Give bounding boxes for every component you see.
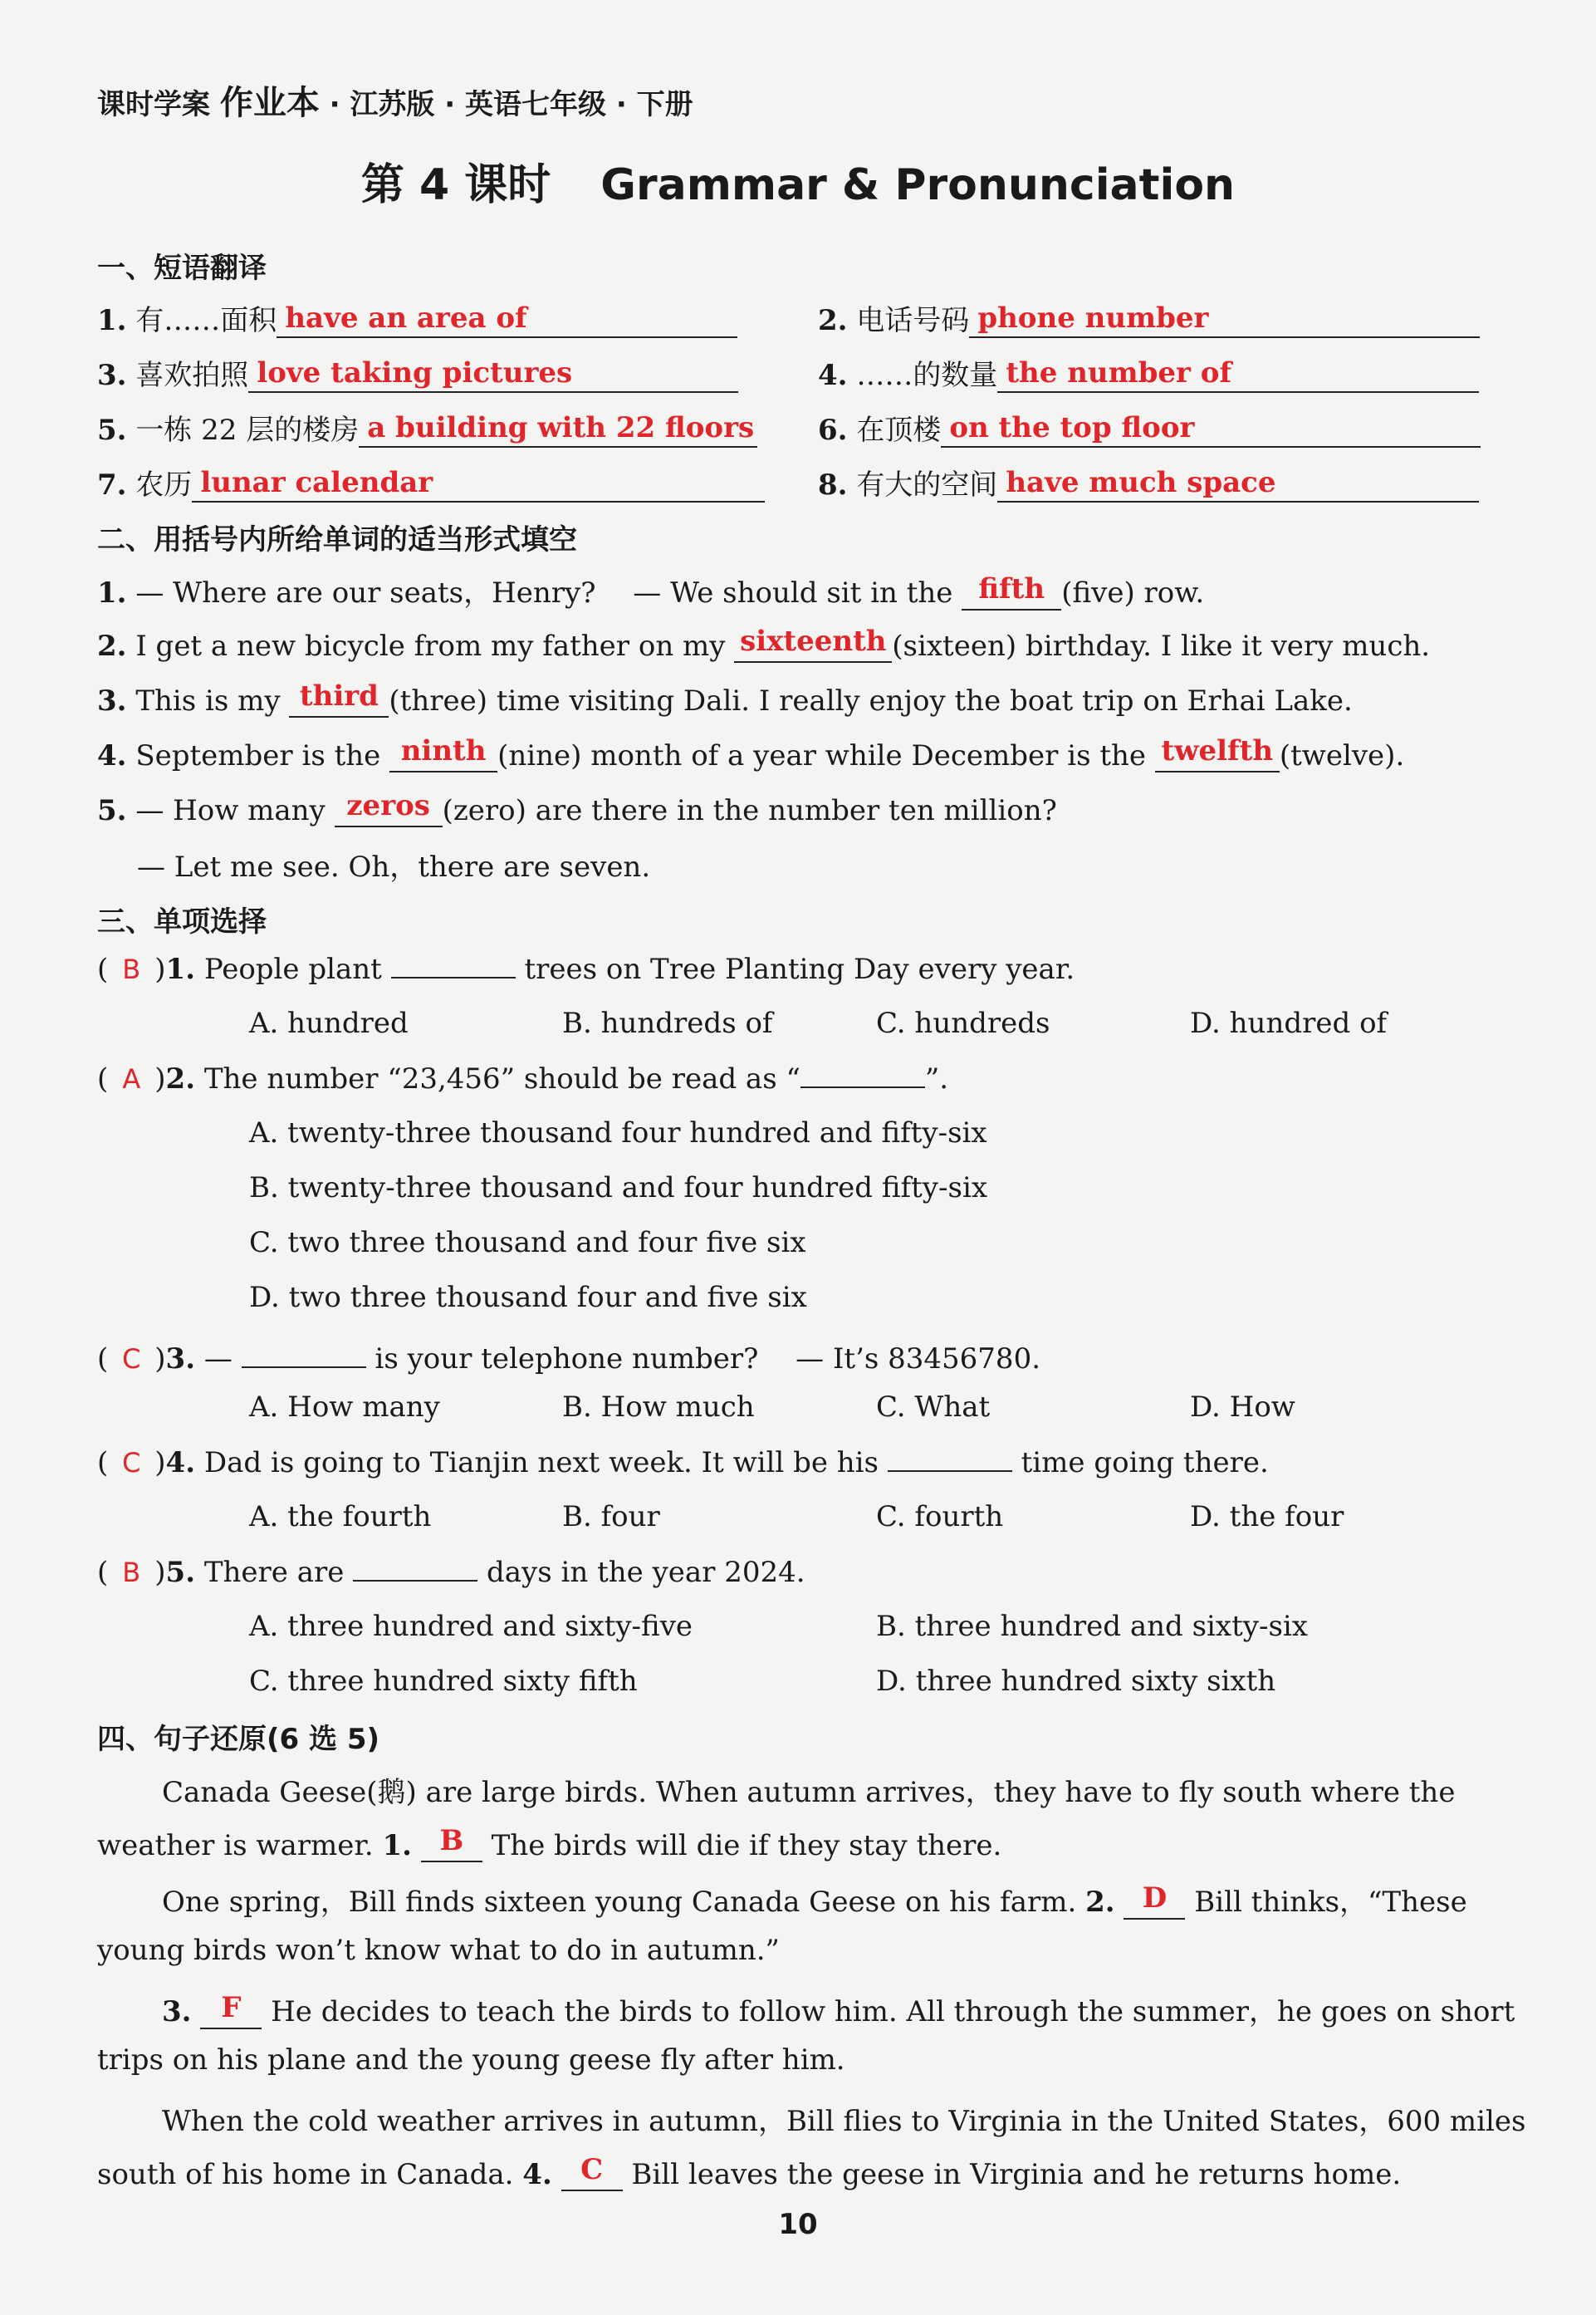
answer-blank: D (1124, 1881, 1185, 1920)
option: C. two three thousand and four five six (249, 1226, 806, 1259)
answer-blank: the number of (997, 356, 1479, 393)
translation-item: 6. 在顶楼 on the top floor (818, 407, 1481, 448)
option: A. three hundred and sixty-five (249, 1610, 693, 1643)
option: D. the four (1190, 1500, 1344, 1533)
series-name: 课时学案 (97, 88, 210, 121)
question-blank (800, 1062, 925, 1088)
passage-line: young birds won’t know what to do in autumn.” (97, 1934, 780, 1967)
translation-item: 8. 有大的空间 have much space (818, 462, 1479, 503)
translation-item: 2. 电话号码 phone number (818, 297, 1480, 338)
question-blank (353, 1555, 477, 1582)
option: A. hundred (249, 1007, 409, 1040)
translation-item: 7. 农历 lunar calendar (97, 462, 765, 503)
answer-blank: on the top floor (941, 411, 1481, 448)
translation-prompt: 有……面积 (135, 304, 277, 337)
answer-blank: third (289, 679, 389, 718)
book-name: 作业本 (219, 84, 320, 122)
passage-line: trips on his plane and the young geese fly after him. (97, 2043, 845, 2077)
option: D. How (1190, 1390, 1295, 1424)
fill-item: 5. — How many zeros (zero) are there in the number ten million? (97, 789, 1057, 827)
passage-line: south of his home in Canada. 4. C Bill leaves the geese in Virginia and he returns home. (97, 2153, 1402, 2191)
answer-blank: twelfth (1155, 734, 1280, 772)
option: D. two three thousand four and five six (249, 1281, 807, 1314)
option: B. twenty-three thousand and four hundred fifty-six (249, 1171, 987, 1204)
option: C. hundreds (876, 1007, 1050, 1040)
answer-blank: a building with 22 floors (359, 411, 757, 448)
answer-blank: phone number (969, 302, 1480, 338)
translation-item: 1. 有……面积 have an area of (97, 297, 737, 338)
fill-item-continuation: — Let me see. Oh，there are seven. (137, 851, 651, 884)
choice-answer: A (122, 1063, 141, 1095)
translation-item: 3. 喜欢拍照 love taking pictures (97, 352, 738, 393)
book-header (97, 76, 693, 124)
section-heading-fill: 二、用括号内所给单词的适当形式填空 (97, 523, 577, 557)
fill-item: 2. I get a new bicycle from my father on my sixteenth (sixteen) birthday. I like it very much. (97, 625, 1431, 663)
page-title (0, 150, 1596, 212)
option: A. How many (249, 1390, 440, 1424)
choice-answer: C (122, 1447, 141, 1479)
option: C. three hundred sixty fifth (249, 1665, 638, 1698)
translation-prompt: ……的数量 (856, 359, 998, 392)
question-blank (242, 1341, 366, 1368)
passage-line: 3. F He decides to teach the birds to follow him. All through the summer，he goes on short (162, 1991, 1515, 2028)
translation-prompt: 农历 (135, 468, 193, 502)
passage-line: When the cold weather arrives in autumn，Bill flies to Virginia in the United States，600 miles (162, 2105, 1526, 2138)
section-heading-translation: 一、短语翻译 (97, 252, 267, 285)
translation-prompt: 在顶楼 (856, 414, 942, 447)
choice-answer: B (122, 1557, 141, 1588)
option: B. hundreds of (562, 1007, 773, 1040)
choice-answer: C (122, 1343, 141, 1375)
translation-item: 4. ……的数量 the number of (818, 352, 1479, 393)
section-heading-choice: 三、单项选择 (97, 905, 267, 939)
lesson-topic: Grammar & Pronunciation (600, 160, 1236, 210)
choice-question: ( C )3. — is your telephone number? — It’s 83456780. (97, 1342, 1041, 1376)
passage-line: Canada Geese(鹅) are large birds. When autumn arrives，they have to fly south where the (162, 1776, 1456, 1809)
option: A. twenty-three thousand four hundred and fifty-six (249, 1116, 987, 1150)
fill-item: 3. This is my third (three) time visiting Dali. I really enjoy the boat trip on Erhai Lake. (97, 679, 1353, 718)
option: D. hundred of (1190, 1007, 1388, 1040)
lesson-number: 第 4 课时 (360, 160, 551, 210)
book-info: · 江苏版 · 英语七年级 · 下册 (319, 88, 693, 121)
translation-item: 5. 一栋 22 层的楼房 a building with 22 floors (97, 407, 757, 448)
question-blank (391, 952, 516, 978)
fill-item: 4. September is the ninth (nine) month of a year while December is the twelfth (twelve). (97, 734, 1405, 772)
translation-prompt: 一栋 22 层的楼房 (135, 414, 360, 447)
question-blank (888, 1445, 1012, 1472)
page-number: 10 (778, 2208, 818, 2241)
answer-blank: F (200, 1991, 262, 2029)
answer-blank: sixteenth (734, 625, 892, 663)
choice-answer: B (122, 954, 141, 985)
option: B. three hundred and sixty-six (876, 1610, 1308, 1643)
fill-item: 1. — Where are our seats，Henry? — We should sit in the fifth (five) row. (97, 572, 1205, 610)
choice-question: ( A )2. The number “23,456” should be read as “ ”. (97, 1062, 949, 1096)
option: D. three hundred sixty sixth (876, 1665, 1276, 1698)
answer-blank: fifth (962, 572, 1061, 611)
translation-prompt: 喜欢拍照 (135, 359, 249, 392)
translation-prompt: 电话号码 (856, 304, 970, 337)
choice-question: ( B )1. People plant trees on Tree Planting Day every year. (97, 953, 1075, 986)
option: B. How much (562, 1390, 755, 1424)
section-heading-passage: 四、句子还原(6 选 5) (97, 1723, 380, 1756)
answer-blank: C (561, 2153, 623, 2191)
answer-blank: zeros (335, 789, 443, 827)
option: C. fourth (876, 1500, 1004, 1533)
option: C. What (876, 1390, 991, 1424)
answer-blank: have much space (997, 466, 1479, 503)
answer-blank: ninth (389, 734, 497, 772)
translation-prompt: 有大的空间 (856, 468, 998, 502)
answer-blank: love taking pictures (248, 356, 738, 393)
passage-line: weather is warmer. 1. B The birds will die if they stay there. (97, 1824, 1002, 1862)
option: B. four (562, 1500, 660, 1533)
choice-question: ( B )5. There are days in the year 2024. (97, 1556, 805, 1589)
option: A. the fourth (249, 1500, 432, 1533)
passage-line: One spring，Bill finds sixteen young Canada Geese on his farm. 2. D Bill thinks，“These (162, 1881, 1467, 1919)
answer-blank: B (421, 1824, 482, 1862)
answer-blank: lunar calendar (192, 466, 765, 503)
answer-blank: have an area of (277, 302, 737, 338)
choice-question: ( C )4. Dad is going to Tianjin next week. It will be his time going there. (97, 1446, 1269, 1479)
